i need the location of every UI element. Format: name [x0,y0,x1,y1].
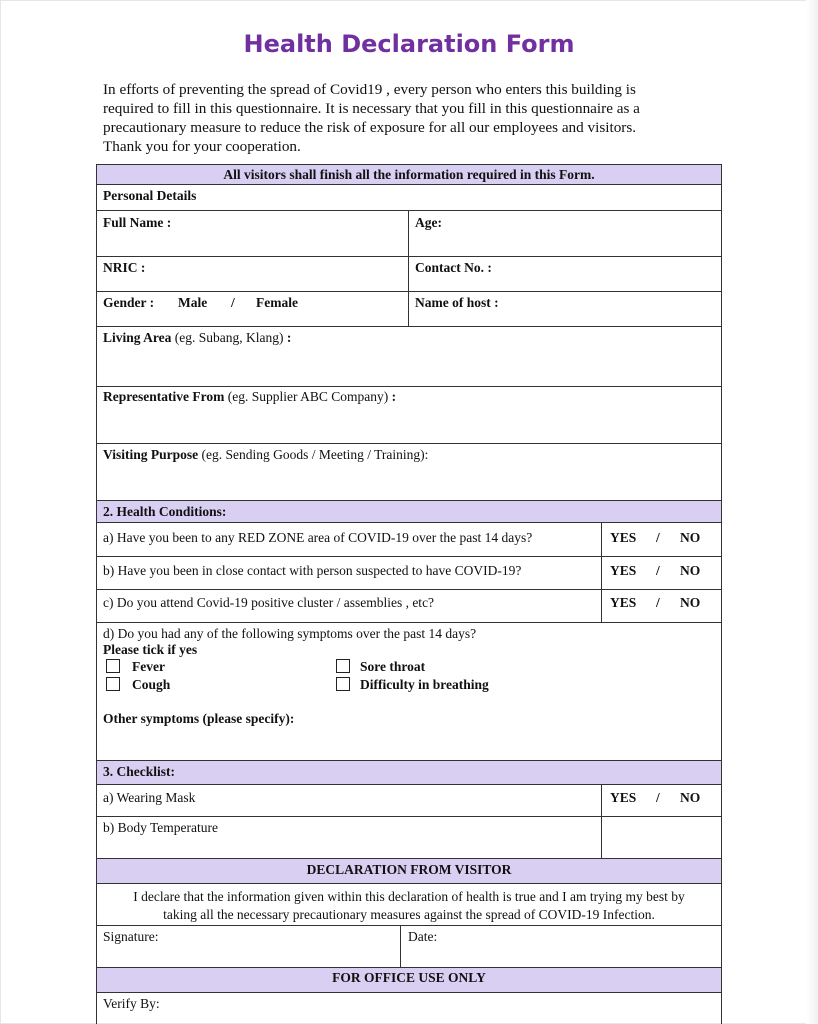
declaration-line: I declare that the information given within this declaration of health is true and I am trying my best by [133,889,685,904]
intro-line: In efforts of preventing the spread of Covid19 , every person who enters this building is [103,81,636,98]
row-divider [96,622,722,623]
temperature-input[interactable] [602,817,721,858]
health-heading: 2. Health Conditions: [103,504,227,519]
fever-label: Fever [132,659,165,674]
cluster-no-option[interactable]: NO [680,595,701,610]
row-divider [96,386,722,387]
checklist-heading-bar [96,760,722,785]
cluster-separator: / [656,595,660,610]
gender-label: Gender : [103,295,155,310]
living-area-label: Living Area [103,330,172,345]
visiting-purpose-field[interactable] [103,447,428,463]
close-contact-separator: / [656,563,660,578]
declaration-line: taking all the necessary precautionary measures against the spread of COVID-19 Infection. [163,907,655,922]
page-shadow [806,0,818,1024]
row-divider [96,256,722,257]
column-divider [400,925,401,967]
gender-male-option[interactable]: Male [178,295,208,310]
visiting-purpose-hint: (eg. Sending Goods / Meeting / Training): [198,447,429,462]
mask-separator: / [656,790,660,805]
column-divider [408,210,409,326]
visiting-purpose-label: Visiting Purpose [103,447,199,462]
mask-no-option[interactable]: NO [680,790,701,805]
representative-colon: : [388,389,397,404]
red-zone-no-option[interactable]: NO [680,530,701,545]
body-temperature-item: b) Body Temperature [103,820,219,835]
date-field[interactable]: Date: [408,929,438,944]
column-divider [601,523,602,622]
intro-paragraph [103,80,723,156]
verify-by-field[interactable]: Verify By: [103,996,160,1011]
form-title: Health Declaration Form [243,30,575,58]
row-divider [96,556,722,557]
row-divider [96,210,722,211]
breathing-checkbox[interactable] [336,677,350,691]
intro-line: Thank you for your cooperation. [103,138,301,155]
row-divider [96,443,722,444]
red-zone-yes-option[interactable]: YES [610,530,637,545]
question-red-zone: a) Have you been to any RED ZONE area of COVID-19 over the past 14 days? [103,530,533,545]
nric-field[interactable]: NRIC : [103,260,146,275]
question-cluster: c) Do you attend Covid-19 positive cluster / assemblies , etc? [103,595,435,610]
row-divider [96,925,722,926]
close-contact-yes-option[interactable]: YES [610,563,637,578]
sore-throat-label: Sore throat [360,659,426,674]
living-area-colon: : [283,330,292,345]
representative-hint: (eg. Supplier ABC Company) [224,389,389,404]
full-name-field[interactable]: Full Name : [103,215,172,230]
gender-female-option[interactable]: Female [256,295,298,310]
representative-label: Representative From [103,389,225,404]
close-contact-no-option[interactable]: NO [680,563,701,578]
signature-field[interactable]: Signature: [103,929,159,944]
other-symptoms-field[interactable]: Other symptoms (please specify): [103,711,295,726]
declaration-heading: DECLARATION FROM VISITOR [306,862,512,877]
intro-line: precautionary measure to reduce the risk of exposure for all our employees and visitors. [103,119,637,136]
age-field[interactable]: Age: [415,215,442,230]
contact-field[interactable]: Contact No. : [415,260,492,275]
personal-details-heading: Personal Details [103,188,197,203]
tick-instruction: Please tick if yes [103,642,198,657]
cough-label: Cough [132,677,171,692]
row-divider [96,291,722,292]
office-heading: FOR OFFICE USE ONLY [332,970,486,985]
sore-throat-checkbox[interactable] [336,659,350,673]
representative-field[interactable] [103,389,396,405]
wearing-mask-item: a) Wearing Mask [103,790,196,805]
cough-checkbox[interactable] [106,677,120,691]
question-close-contact: b) Have you been in close contact with person suspected to have COVID-19? [103,563,522,578]
question-symptoms: d) Do you had any of the following symptoms over the past 14 days? [103,626,477,641]
living-area-field[interactable] [103,330,291,346]
living-area-hint: (eg. Subang, Klang) [171,330,284,345]
host-field[interactable]: Name of host : [415,295,499,310]
row-divider [96,589,722,590]
checklist-heading: 3. Checklist: [103,764,175,779]
mask-yes-option[interactable]: YES [610,790,637,805]
cluster-yes-option[interactable]: YES [610,595,637,610]
gender-separator: / [231,295,235,310]
breathing-label: Difficulty in breathing [360,677,489,692]
fever-checkbox[interactable] [106,659,120,673]
row-divider [96,326,722,327]
intro-line: required to fill in this questionnaire. It is necessary that you fill in this questionnaire as a [103,100,640,117]
red-zone-separator: / [656,530,660,545]
visitor-banner-text: All visitors shall finish all the information required in this Form. [223,167,595,182]
